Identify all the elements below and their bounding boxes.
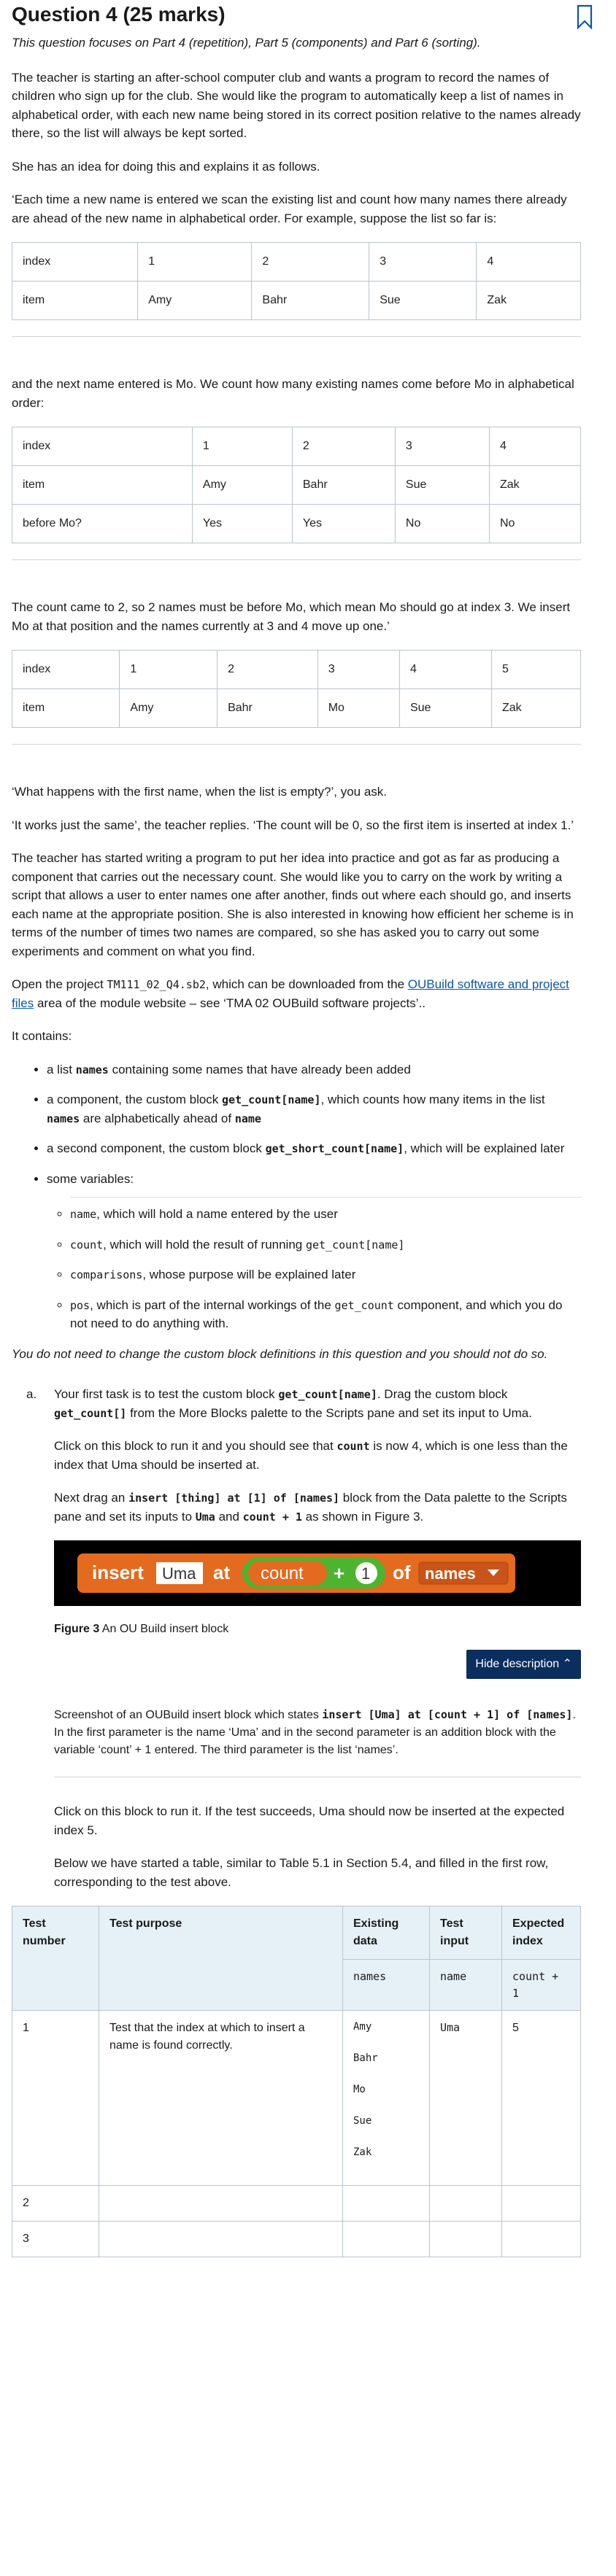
table-row <box>12 243 581 282</box>
table-cell: Bahr <box>252 282 369 320</box>
table-cell: 2 <box>252 243 369 282</box>
table-cell: index <box>12 651 120 689</box>
block-count-variable: count <box>261 1564 304 1584</box>
divider <box>12 336 581 337</box>
list-item: ◦ count, which will hold the result of running get_count[name] <box>70 1235 581 1254</box>
table-cell[interactable] <box>343 2222 430 2257</box>
table-cell: Sue <box>395 466 489 505</box>
header-test-purpose: Test purpose <box>99 1906 343 2011</box>
paragraph-3: ‘Each time a new name is entered we scan the existing list and count how many names there already are ahead of the new name in alphabetical order. For example, suppose the list so far is: <box>12 193 567 225</box>
contains-label: It contains: <box>12 1029 72 1044</box>
table-cell: 3 <box>395 427 489 466</box>
table-cell: Yes <box>192 505 292 543</box>
table-cell: 4 <box>477 243 581 282</box>
table-cell: Yes <box>292 505 395 543</box>
table-after-insert <box>12 650 581 728</box>
subheader-count-plus-one: count + 1 <box>502 1960 581 2011</box>
table-row <box>12 427 581 466</box>
table-cell: 5 <box>502 2011 581 2186</box>
file-name: TM111_02_Q4.sb2 <box>107 978 206 992</box>
table-cell: 5 <box>491 651 580 689</box>
test-plan-table <box>12 1906 581 2257</box>
table-cell: 1 <box>192 427 292 466</box>
part-a-step-3: Next drag an insert [thing] at [1] of [names] block from the Data palette to the Scripts pane and set its inputs to Uma and count + 1 as shown in Figure 3. <box>54 1491 567 1524</box>
table-cell: 4 <box>489 427 580 466</box>
subheader-names: names <box>343 1960 430 2011</box>
table-row <box>12 282 581 320</box>
list-item: • some variables: ◦ name, which will hold a name entered by the user ◦ count, which will hold the result of running get_count[name] ◦ comparisons, whose purpose will be explained later ◦ pos, which is part of the internal workings of the get_count component, and which you do not need to do anything with. <box>47 1170 581 1333</box>
table-row <box>12 2222 581 2257</box>
table-cell: 1 <box>138 243 252 282</box>
table-cell: 2 <box>292 427 395 466</box>
table-cell: index <box>12 427 193 466</box>
part-a <box>26 1385 581 1891</box>
chevron-up-icon: ⌃ <box>562 1658 572 1671</box>
divider <box>12 559 581 560</box>
table-cell[interactable] <box>502 2186 581 2222</box>
question-title: Question 4 (25 marks) <box>12 3 226 26</box>
table-cell: Zak <box>489 466 580 505</box>
table-row <box>12 651 581 689</box>
bookmark-icon[interactable] <box>577 4 593 29</box>
table-cell: 1 <box>120 651 217 689</box>
list-item: ◦ name, which will hold a name entered by the user <box>70 1197 581 1224</box>
table-row <box>12 2011 581 2186</box>
list-item: ◦ pos, which is part of the internal workings of the get_count component, and which you do not need to do anything with. <box>70 1296 581 1333</box>
table-cell: item <box>12 466 193 505</box>
list-item: • a second component, the custom block get_short_count[name], which will be explained later <box>47 1139 581 1158</box>
block-of-label: of <box>393 1561 411 1584</box>
table-cell: Amy <box>192 466 292 505</box>
table-row <box>12 689 581 728</box>
table-cell: Sue <box>369 282 477 320</box>
table-cell: before Mo? <box>12 505 193 543</box>
table-cell[interactable] <box>99 2222 343 2257</box>
block-names-list: names <box>425 1564 476 1583</box>
table-cell: 4 <box>399 651 491 689</box>
table-header-row <box>12 1906 581 1960</box>
part-a-step-2: Click on this block to run it and you should see that count is now 4, which is one less than the index that Uma should be inserted at. <box>54 1439 568 1472</box>
block-at-label: at <box>213 1561 231 1584</box>
header-existing-data: Existing data <box>343 1906 430 1960</box>
paragraph-5: The count came to 2, so 2 names must be before Mo, which mean Mo should go at index 3. We insert Mo at that position and the names currently at 3 and 4 move up one.’ <box>12 600 571 633</box>
paragraph-1: The teacher is starting an after-school computer club and wants a program to record the names of children who sign up for the club. She would like the program to automatically keep a list of names in alphabetical order, with each new name being stored in its correct position relative to the names already there, so the list will always be kept sorted. <box>12 70 581 141</box>
table-cell: No <box>395 505 489 543</box>
part-a-step-4: Click on this block to run it. If the test succeeds, Uma should now be inserted at the expected index 5. <box>54 1804 565 1837</box>
table-cell: Uma <box>430 2011 502 2186</box>
table-row <box>12 466 581 505</box>
table-cell: Test that the index at which to insert a name is found correctly. <box>99 2011 343 2186</box>
paragraph-2: She has an idea for doing this and explains it as follows. <box>12 159 320 174</box>
block-uma-input: Uma <box>162 1564 196 1583</box>
table-cell: 3 <box>317 651 399 689</box>
table-cell: Amy <box>120 689 217 728</box>
part-a-step-1: Your first task is to test the custom block get_count[name]. Drag the custom block get_count[] from the More Blocks palette to the Scripts pane and set its input to Uma. <box>54 1387 532 1420</box>
hide-description-button[interactable]: Hide description ⌃ <box>466 1650 581 1679</box>
paragraph-9: Open the project TM111_02_Q4.sb2, which can be downloaded from the OUBuild software and project files area of the module website – see ‘TMA 02 OUBuild software projects’.. <box>12 977 569 1010</box>
table-before-mo <box>12 427 581 543</box>
table-cell: No <box>489 505 580 543</box>
table-cell: Bahr <box>292 466 395 505</box>
table-cell: 2 <box>217 651 318 689</box>
instruction-note: You do not need to change the custom block definitions in this question and you should not do so. <box>12 1346 548 1361</box>
list-item: • a list names containing some names that have already been added <box>47 1060 581 1079</box>
table-cell: index <box>12 243 138 282</box>
table-cell: Zak <box>491 689 580 728</box>
contents-list <box>12 1060 581 1333</box>
table-row <box>12 2186 581 2222</box>
paragraph-4: and the next name entered is Mo. We count how many existing names come before Mo in alphabetical order: <box>12 377 574 410</box>
subheader-name: name <box>430 1960 502 2011</box>
insert-block-figure <box>54 1540 581 1606</box>
header-test-input: Test input <box>430 1906 502 1960</box>
figure-description: Screenshot of an OUBuild insert block which states insert [Uma] at [count + 1] of [names]. In the first parameter is the name ‘Uma’ and in the second parameter is an addition block with the variable ‘count’ + 1 entered. The third parameter is the list ‘names’. <box>54 1708 576 1757</box>
table-cell: 1 <box>12 2011 99 2186</box>
paragraph-6: ‘What happens with the first name, when the list is empty?’, you ask. <box>12 785 388 799</box>
figure-caption: Figure 3 An OU Build insert block <box>54 1623 229 1636</box>
block-plus: + <box>334 1562 345 1585</box>
block-one-input: 1 <box>361 1564 371 1583</box>
table-cell: item <box>12 282 138 320</box>
divider <box>12 744 581 745</box>
paragraph-8: The teacher has started writing a program to put her idea into practice and got as far as producing a component that carries out the necessary count. She would like you to carry on the work by writing a script that allows a user to enter names one after another, finds out where each should go, and inserts each name at the appropriate position. She is also interested in knowing how efficient her scheme is in terms of the number of times two names are compared, so she has asked you to carry out some experiments and comment on what you find. <box>12 851 574 958</box>
table-cell: 3 <box>12 2222 99 2257</box>
variables-list <box>47 1197 581 1333</box>
list-item: • a component, the custom block get_count[name], which counts how many items in the list names are alphabetically ahead of name <box>47 1090 581 1128</box>
part-a-step-5: Below we have started a table, similar to Table 5.1 in Section 5.4, and filled in the first row, corresponding to the test above. <box>54 1856 549 1889</box>
list-item: ◦ comparisons, whose purpose will be explained later <box>70 1265 581 1284</box>
table-list-example <box>12 242 581 320</box>
table-cell: Amy <box>138 282 252 320</box>
table-cell: Bahr <box>217 689 318 728</box>
table-cell[interactable] <box>343 2186 430 2222</box>
table-cell: 3 <box>369 243 477 282</box>
table-cell[interactable] <box>99 2186 343 2222</box>
table-cell: Sue <box>399 689 491 728</box>
software-files-link[interactable]: OUBuild software and project files <box>12 977 569 1010</box>
table-cell: Zak <box>477 282 581 320</box>
part-a-marker: a. <box>26 1387 37 1402</box>
question-focus: This question focuses on Part 4 (repetition), Part 5 (components) and Part 6 (sorting). <box>12 36 481 50</box>
block-insert-label: insert <box>92 1561 144 1584</box>
table-cell[interactable] <box>502 2222 581 2257</box>
table-cell: item <box>12 689 120 728</box>
table-cell[interactable] <box>430 2222 502 2257</box>
table-row <box>12 505 581 543</box>
table-cell: Amy Bahr Mo Sue Zak <box>343 2011 430 2186</box>
header-test-number: Test number <box>12 1906 99 2011</box>
header-expected-index: Expected index <box>502 1906 581 1960</box>
table-cell[interactable] <box>430 2186 502 2222</box>
table-cell: 2 <box>12 2186 99 2222</box>
paragraph-7: ‘It works just the same’, the teacher replies. ‘The count will be 0, so the first item is inserted at index 1.’ <box>12 818 574 832</box>
table-cell: Mo <box>317 689 399 728</box>
insert-block-graphic <box>54 1540 604 1606</box>
